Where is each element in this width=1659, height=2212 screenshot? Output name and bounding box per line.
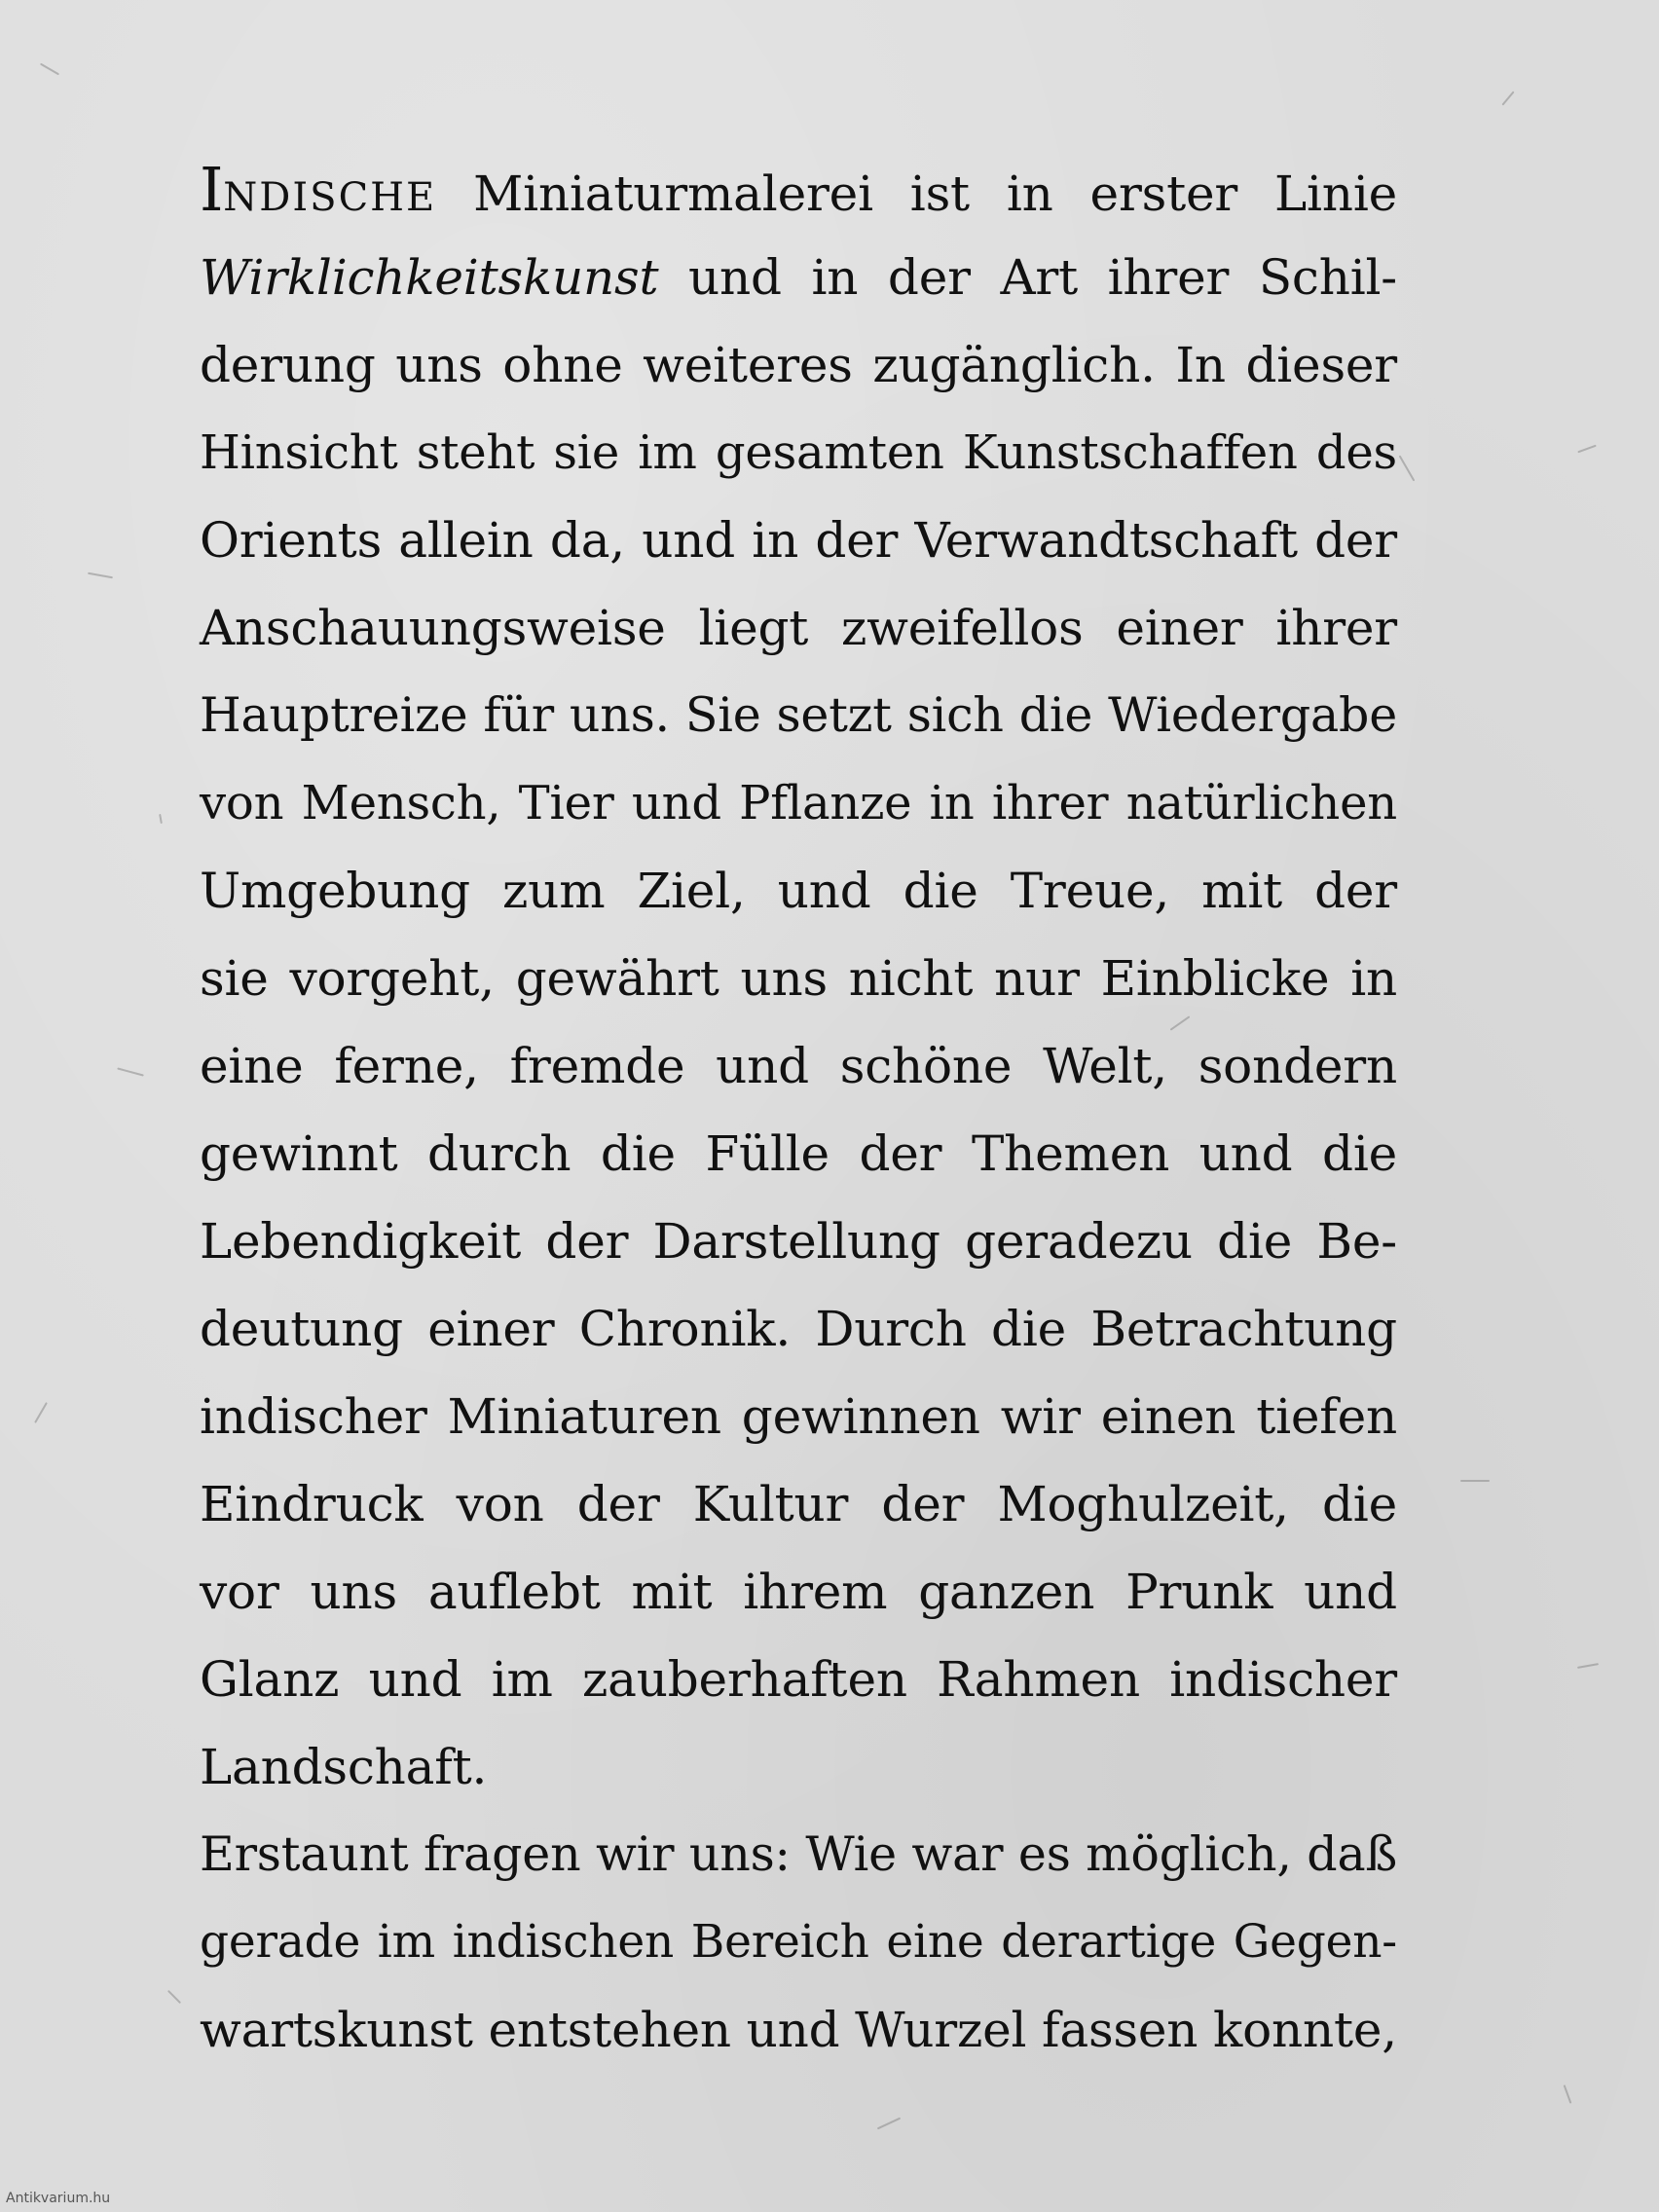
paper-fiber: [1460, 1480, 1490, 1482]
text-line-16: Eindruck von der Kultur der Moghulzeit, die: [200, 1476, 1397, 1532]
paper-fiber: [88, 572, 113, 578]
text-line-15: indischer Miniaturen gewinnen wir einen tiefen: [200, 1388, 1397, 1445]
text-line-7: Hauptreize für uns. Sie setzt sich die Wiedergabe: [200, 687, 1397, 743]
text-line-20: Erstaunt fragen wir uns: Wie war es möglich, daß: [200, 1826, 1397, 1882]
small-caps-word: NDISCHE: [223, 175, 437, 220]
paper-fiber: [159, 814, 163, 824]
text-line-17: vor uns auflebt mit ihrem ganzen Prunk und: [200, 1564, 1397, 1620]
text-line-13: Lebendigkeit der Darstellung geradezu die Be-: [200, 1213, 1397, 1270]
body-text: [200, 146, 1397, 2074]
text-line-rest: Miniaturmalerei ist in erster Linie: [436, 166, 1397, 222]
paper-fiber: [34, 1402, 48, 1423]
text-line-14: deutung einer Chronik. Durch die Betrachtung: [200, 1301, 1397, 1357]
text-line-9: Umgebung zum Ziel, und die Treue, mit der: [200, 863, 1397, 919]
paper-fiber: [40, 63, 59, 76]
text-line-10: sie vorgeht, gewährt uns nicht nur Einblicke in: [200, 950, 1397, 1007]
paper-fiber: [1501, 91, 1514, 105]
text-line-19: Landschaft.: [200, 1739, 488, 1795]
text-line-2: [200, 234, 1397, 321]
text-line-5: Orients allein da, und in der Verwandtschaft der: [200, 512, 1397, 569]
paper-fiber: [1577, 445, 1596, 454]
text-line-21: gerade im indischen Bereich eine derartige Gegen-: [200, 1915, 1397, 1969]
paper-fiber: [1577, 1663, 1599, 1669]
paper-fiber: [877, 2118, 901, 2130]
paper-fiber: [1399, 456, 1416, 482]
text-line-11: eine ferne, fremde und schöne Welt, sondern: [200, 1038, 1397, 1094]
text-line-3: derung uns ohne weiteres zugänglich. In dieser: [200, 337, 1397, 393]
paper-fiber: [167, 1990, 181, 2004]
text-line-4: Hinsicht steht sie im gesamten Kunstschaffen des: [200, 425, 1397, 480]
text-line-8: von Mensch, Tier und Pflanze in ihrer natürlichen: [200, 776, 1397, 830]
text-line-12: gewinnt durch die Fülle der Themen und die: [200, 1125, 1397, 1182]
paper-fiber: [1564, 2084, 1572, 2103]
text-line-6: Anschauungsweise liegt zweifellos einer ihrer: [200, 600, 1397, 656]
initial-letter: I: [200, 154, 224, 225]
paper-fiber: [117, 1067, 144, 1076]
text-line-18: Glanz und im zauberhaften Rahmen indischer: [200, 1651, 1397, 1708]
text-line-rest: und in der Art ihrer Schil-: [658, 249, 1397, 306]
text-line-22: wartskunst entstehen und Wurzel fassen konnte,: [200, 2002, 1397, 2058]
watermark-text: Antikvarium.hu: [6, 2191, 111, 2206]
text-line-1: [200, 146, 1397, 234]
italic-term: Wirklichkeitskunst: [200, 249, 659, 306]
